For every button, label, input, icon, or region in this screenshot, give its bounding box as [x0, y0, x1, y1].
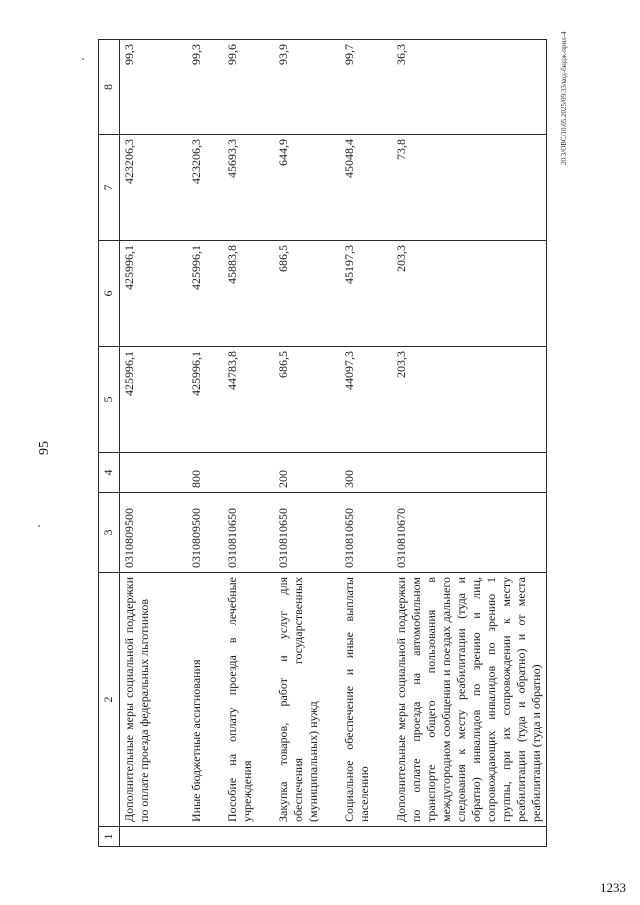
cell-blank	[120, 827, 187, 847]
budget-table	[98, 39, 547, 847]
cell-blank	[187, 827, 223, 847]
cell-value-8: 36,3	[392, 40, 547, 135]
col-number-6: 6	[99, 241, 120, 347]
cell-vr: 800	[187, 453, 223, 493]
cell-csr: 0310810650	[223, 493, 274, 573]
col-number-7: 7	[99, 135, 120, 241]
cell-value-5: 203,3	[392, 347, 547, 453]
cell-name: Дополнительные меры социальной поддержки по оплате проезда федеральных льготников	[120, 573, 187, 827]
col-number-3: 3	[99, 493, 120, 573]
cell-value-7: 423206,3	[120, 135, 187, 241]
cell-value-6: 45197,3	[340, 241, 392, 347]
cell-value-7: 644,9	[274, 135, 340, 241]
cell-value-5: 425996,1	[187, 347, 223, 453]
scan-speck	[82, 58, 84, 60]
cell-csr: 0310809500	[187, 493, 223, 573]
table-row	[392, 40, 547, 847]
cell-value-6: 425996,1	[120, 241, 187, 347]
cell-csr: 0310809500	[120, 493, 187, 573]
table-row	[223, 40, 274, 847]
page-number: 95	[37, 441, 52, 455]
table-row	[120, 40, 187, 847]
col-number-4: 4	[99, 453, 120, 493]
table-row	[340, 40, 392, 847]
cell-blank	[223, 827, 274, 847]
cell-vr	[120, 453, 187, 493]
cell-name: Социальное обеспечение и иные выплаты населению	[340, 573, 392, 827]
column-number-row	[99, 40, 120, 847]
scan-speck	[38, 525, 40, 527]
col-number-8: 8	[99, 40, 120, 135]
cell-value-5: 44097,3	[340, 347, 392, 453]
cell-value-7: 45693,3	[223, 135, 274, 241]
cell-blank	[392, 827, 547, 847]
cell-value-8: 99,6	[223, 40, 274, 135]
cell-vr: 300	[340, 453, 392, 493]
rotated-table-wrapper	[98, 40, 546, 847]
col-number-1: 1	[99, 827, 120, 847]
cell-name: Пособие на оплату проезда в лечебные учреждения	[223, 573, 274, 827]
cell-name: Дополнительные меры социальной поддержки по оплате проезда на автомобильном транспорте общего пользования в междугородном сообщении и поездах дальнего следования к месту реабилитации (туда и обратно) инвалидов по зрению и лиц, сопровождающих инвалидов по зрению 1 группы, при их сопровождении к месту реабилитации (туда и обратно) и от места реабилитации (туда и обратно)	[392, 573, 547, 827]
cell-vr	[392, 453, 547, 493]
col-number-5: 5	[99, 347, 120, 453]
cell-csr: 0310810650	[340, 493, 392, 573]
folio-number: 1233	[600, 880, 626, 895]
footer-code: 20.3/ОВС/10.05.2025/09:33/код-бюдж-прил-4	[560, 31, 568, 165]
cell-value-8: 99,3	[187, 40, 223, 135]
cell-value-7: 73,8	[392, 135, 547, 241]
cell-blank	[340, 827, 392, 847]
cell-value-5: 425996,1	[120, 347, 187, 453]
cell-value-8: 93,9	[274, 40, 340, 135]
cell-csr: 0310810670	[392, 493, 547, 573]
cell-value-7: 45048,4	[340, 135, 392, 241]
cell-value-6: 425996,1	[187, 241, 223, 347]
col-number-2: 2	[99, 573, 120, 827]
cell-blank	[274, 827, 340, 847]
cell-vr	[223, 453, 274, 493]
cell-value-6: 686,5	[274, 241, 340, 347]
cell-value-7: 423206,3	[187, 135, 223, 241]
cell-value-8: 99,3	[120, 40, 187, 135]
cell-value-6: 45883,8	[223, 241, 274, 347]
cell-vr: 200	[274, 453, 340, 493]
cell-name: Закупка товаров, работ и услуг для обеспечения государственных (муниципальных) нужд	[274, 573, 340, 827]
cell-value-5: 686,5	[274, 347, 340, 453]
cell-value-8: 99,7	[340, 40, 392, 135]
table-row	[187, 40, 223, 847]
cell-name: Иные бюджетные ассигнования	[187, 573, 223, 827]
cell-csr: 0310810650	[274, 493, 340, 573]
cell-value-5: 44783,8	[223, 347, 274, 453]
cell-value-6: 203,3	[392, 241, 547, 347]
table-row	[274, 40, 340, 847]
